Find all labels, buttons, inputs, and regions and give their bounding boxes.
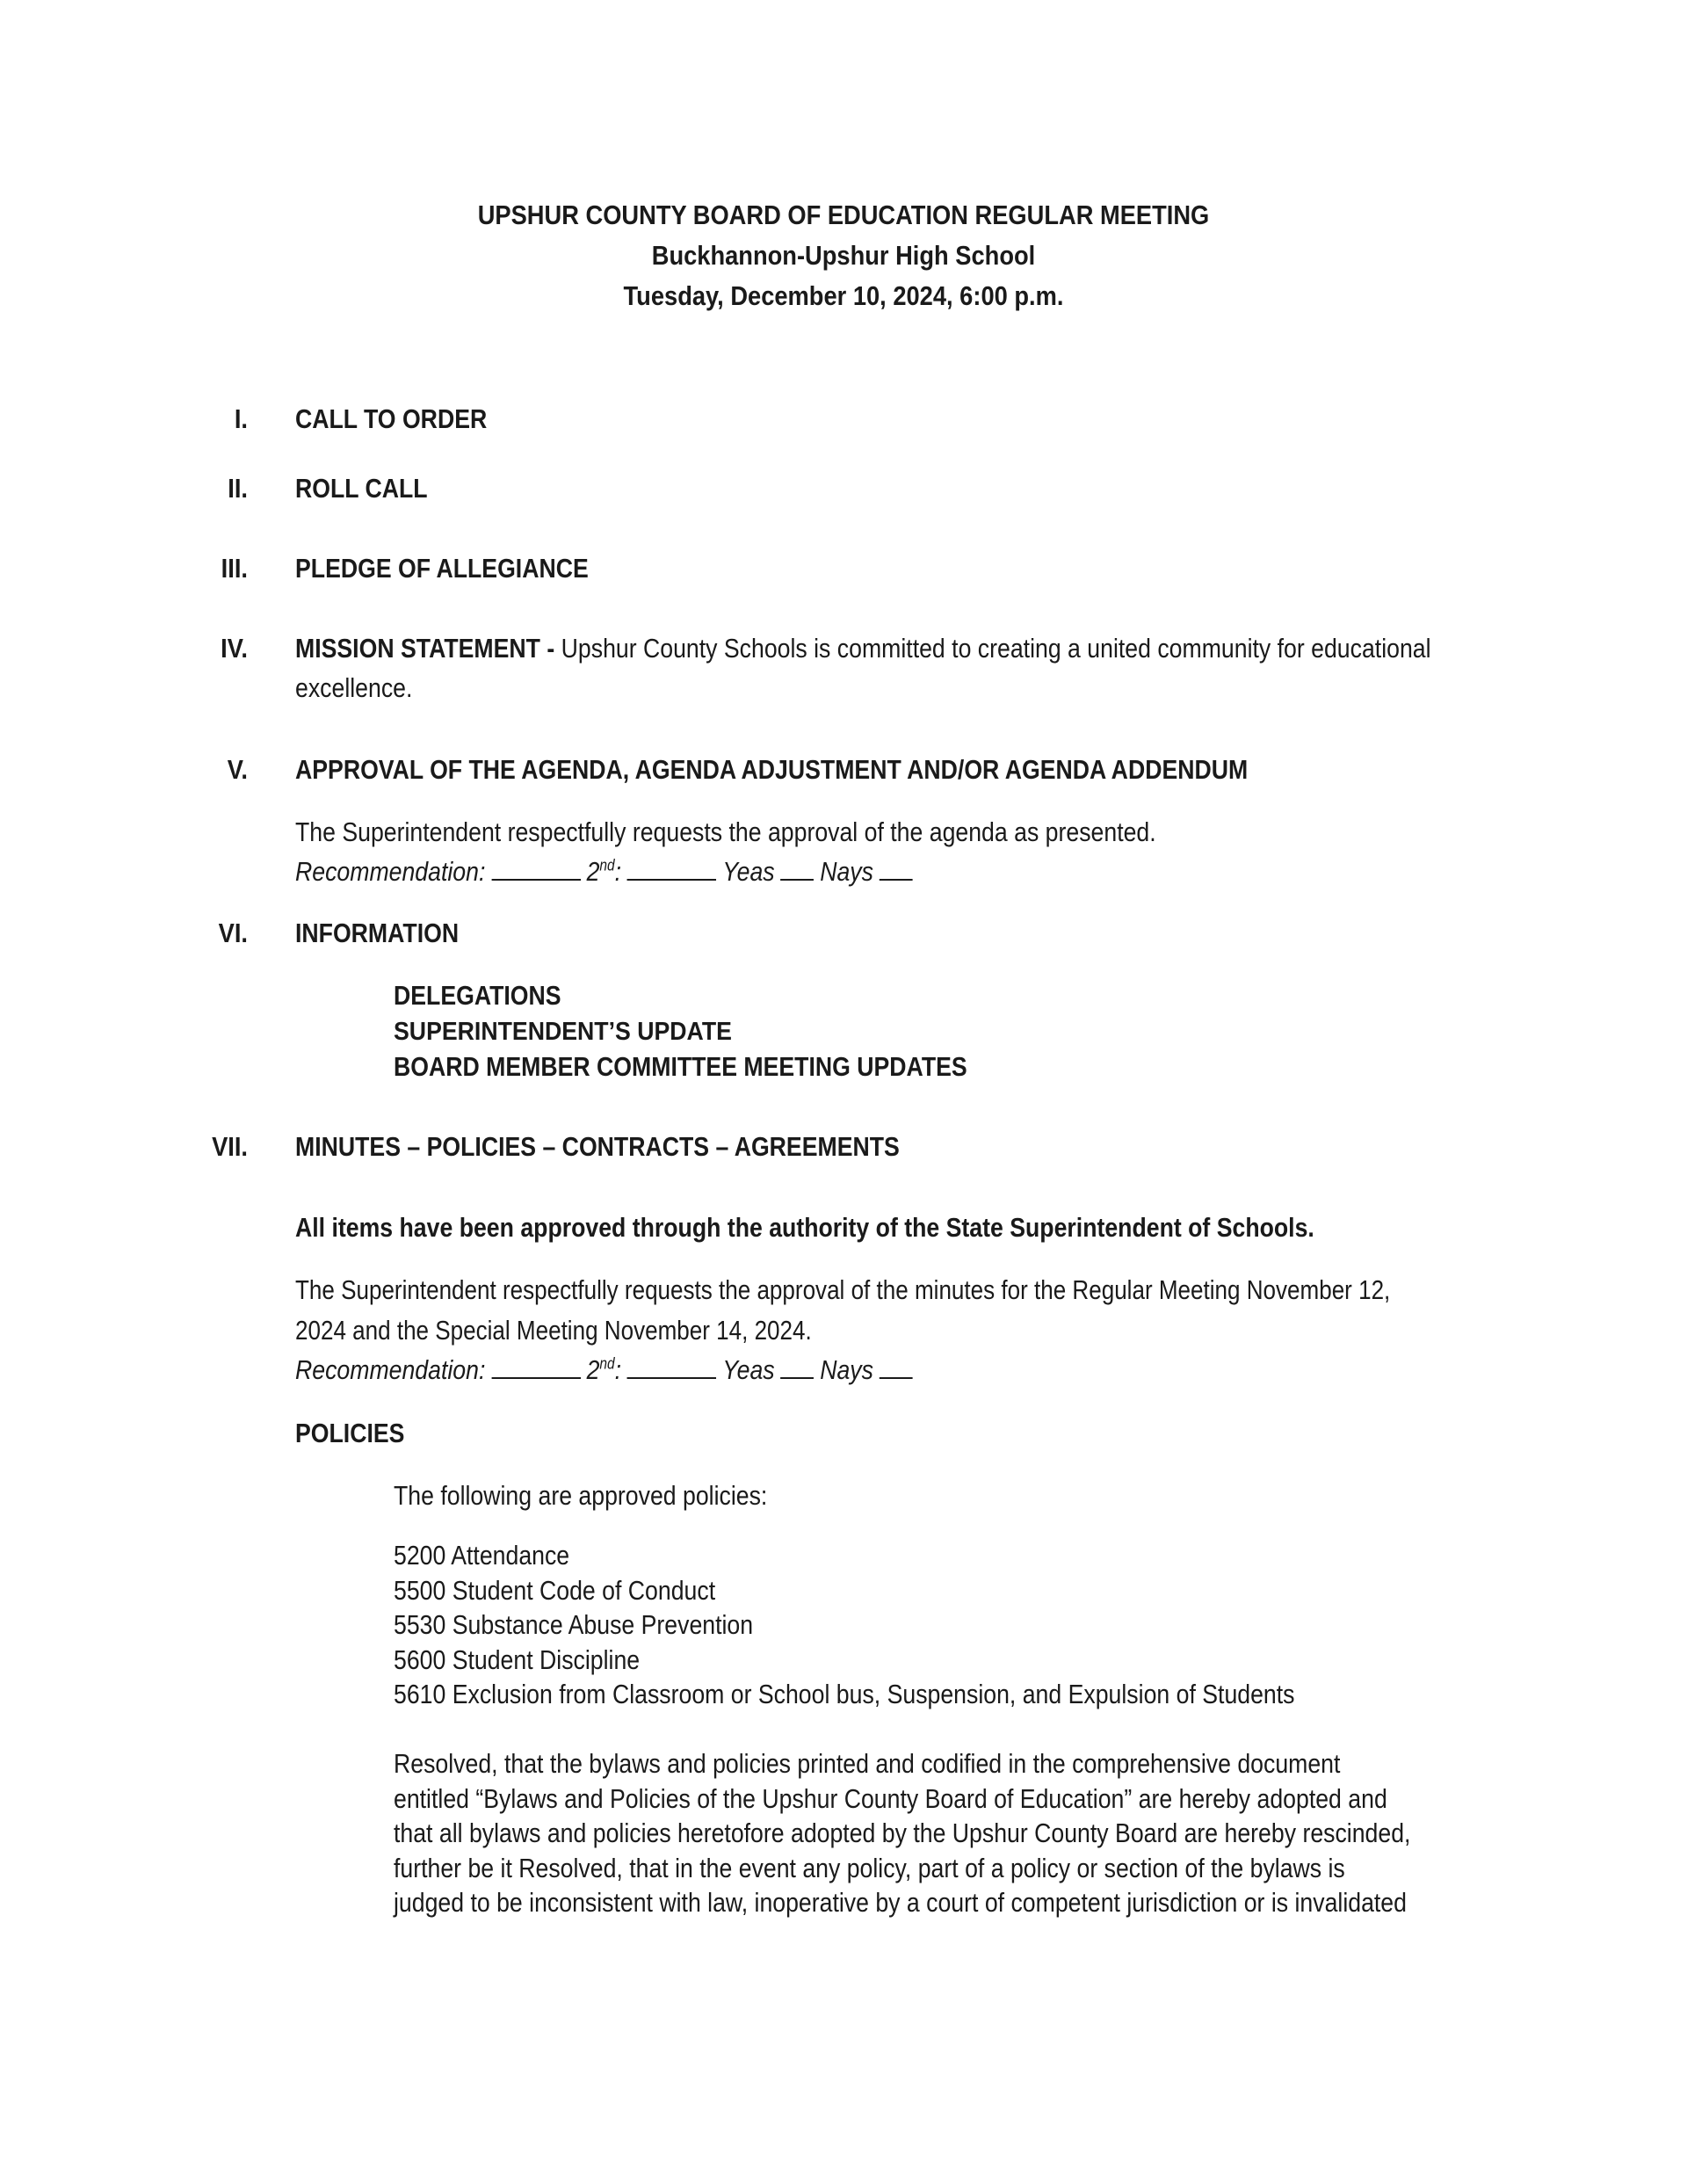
policy-item: 5200 Attendance xyxy=(394,1540,570,1571)
meeting-datetime: Tuesday, December 10, 2024, 6:00 p.m. xyxy=(623,280,1064,311)
section-title-call-to-order: CALL TO ORDER xyxy=(295,403,488,434)
meeting-title: UPSHUR COUNTY BOARD OF EDUCATION REGULAR MEETING xyxy=(477,200,1210,230)
mission-text-continued: excellence. xyxy=(295,672,413,703)
mission-text: Upshur County Schools is committed to creating a united community for educational xyxy=(561,633,1431,664)
policy-item: 5530 Substance Abuse Prevention xyxy=(394,1609,754,1640)
section-number: V. xyxy=(227,754,248,785)
mission-statement-line xyxy=(295,628,1431,669)
section-title-approval-agenda: APPROVAL OF THE AGENDA, AGENDA ADJUSTMENT AND/OR AGENDA ADDENDUM xyxy=(295,754,1249,785)
document-header xyxy=(0,195,1687,316)
policies-intro: The following are approved policies: xyxy=(394,1480,768,1511)
section-number: II. xyxy=(228,473,248,504)
policy-item: 5500 Student Code of Conduct xyxy=(394,1574,716,1606)
section-title-roll-call: ROLL CALL xyxy=(295,473,428,504)
minutes-request-line2: 2024 and the Special Meeting November 14, 2024. xyxy=(295,1315,812,1346)
section-number: I. xyxy=(234,403,248,434)
resolved-line: further be it Resolved, that in the event any policy, part of a policy or section of the bylaws is xyxy=(394,1852,1345,1883)
agenda-request: The Superintendent respectfully requests the approval of the agenda as presented. xyxy=(295,816,1156,847)
resolved-line: that all bylaws and policies heretofore adopted by the Upshur County Board are hereby rescinded, xyxy=(394,1818,1411,1848)
section-title-minutes-policies: MINUTES – POLICIES – CONTRACTS – AGREEMENTS xyxy=(295,1131,900,1162)
info-item-board-committee-updates: BOARD MEMBER COMMITTEE MEETING UPDATES xyxy=(394,1051,967,1082)
info-item-superintendent-update: SUPERINTENDENT’S UPDATE xyxy=(394,1018,732,1046)
section-title-mission: MISSION STATEMENT - xyxy=(295,633,555,664)
policies-heading: POLICIES xyxy=(295,1418,405,1448)
policy-item: 5600 Student Discipline xyxy=(394,1643,641,1675)
resolved-line: Resolved, that the bylaws and policies printed and codified in the comprehensive document xyxy=(394,1748,1341,1779)
minutes-request-line1: The Superintendent respectfully requests the approval of the minutes for the Regular Meeting November 12, xyxy=(295,1274,1391,1305)
recommendation-line-minutes: Recommendation: 2nd: Yeas Nays xyxy=(295,1350,919,1390)
section-title-information: INFORMATION xyxy=(295,918,460,948)
meeting-location: Buckhannon-Upshur High School xyxy=(651,240,1036,271)
resolved-line: judged to be inconsistent with law, inoperative by a court of competent jurisdiction or is invalidated xyxy=(394,1887,1407,1918)
resolved-line: entitled “Bylaws and Policies of the Upshur County Board of Education” are hereby adopted and xyxy=(394,1782,1387,1814)
section-number: III. xyxy=(221,553,248,584)
section-number: VI. xyxy=(218,918,248,948)
info-item-delegations: DELEGATIONS xyxy=(394,980,561,1011)
recommendation-line-agenda: Recommendation: 2nd: Yeas Nays xyxy=(295,852,919,892)
authority-statement: All items have been approved through the authority of the State Superintendent of Schools. xyxy=(295,1212,1314,1243)
section-title-pledge: PLEDGE OF ALLEGIANCE xyxy=(295,553,589,584)
policy-item: 5610 Exclusion from Classroom or School bus, Suspension, and Expulsion of Students xyxy=(394,1679,1295,1709)
section-number: IV. xyxy=(221,633,248,664)
section-number: VII. xyxy=(212,1131,248,1162)
